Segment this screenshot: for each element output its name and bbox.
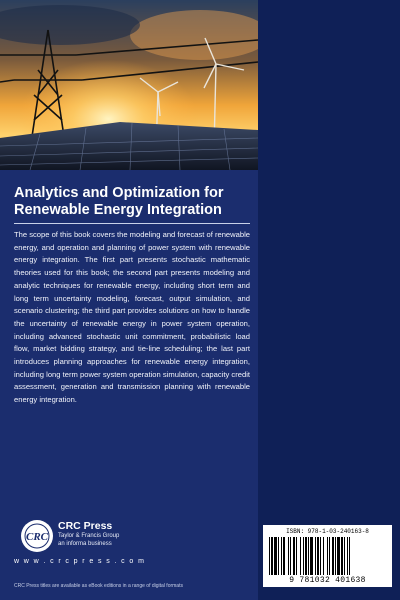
crc-press-logo-icon [20, 519, 54, 553]
book-title-line-1: Analytics and Optimization for [14, 185, 224, 201]
svg-text:CRC: CRC [25, 531, 49, 543]
sunset-energy-illustration [0, 0, 258, 170]
isbn-barcode-block [263, 525, 392, 587]
publisher-tagline: an informa business [58, 540, 112, 547]
publisher-block [14, 519, 254, 569]
isbn-digits: 9 781032 401638 [289, 576, 366, 585]
isbn-label: ISBN: 978-1-03-240163-8 [286, 528, 369, 535]
book-title [14, 185, 250, 219]
cover-photo [0, 0, 258, 170]
book-title-line-2: Renewable Energy Integration [14, 202, 222, 218]
book-description: The scope of this book covers the modeling and forecast of renewable energy, and operation and planning of power system with renewable energy integration. The first part presents stochastic mathematic theories used for this book; the second part presents modeling and analytic techniques for renewable energy, including short term and long term uncertainty modeling, forecast, output simulation, and scenario clustering; the third part provides solutions on how to handle the uncertainty of renewable energy in power system operation, including advanced stochastic unit commitment, probabilistic load flow, market bidding strategy, and tie-line scheduling; the last part introduces planning approaches for renewable energy integration, including long term power system operation simulation, capacity credit assessment, generation and transmission planning with renewable energy integration. [14, 230, 250, 405]
title-divider [14, 223, 250, 224]
publisher-group [58, 533, 119, 548]
publisher-url[interactable]: w w w . c r c p r e s s . c o m [14, 558, 146, 565]
ebook-footnote: CRC Press titles are available as eBook editions in a range of digital formats [14, 583, 183, 589]
publisher-name: CRC Press [58, 520, 113, 532]
publisher-group-name: Taylor & Francis Group [58, 533, 120, 539]
barcode-icon [269, 537, 386, 575]
